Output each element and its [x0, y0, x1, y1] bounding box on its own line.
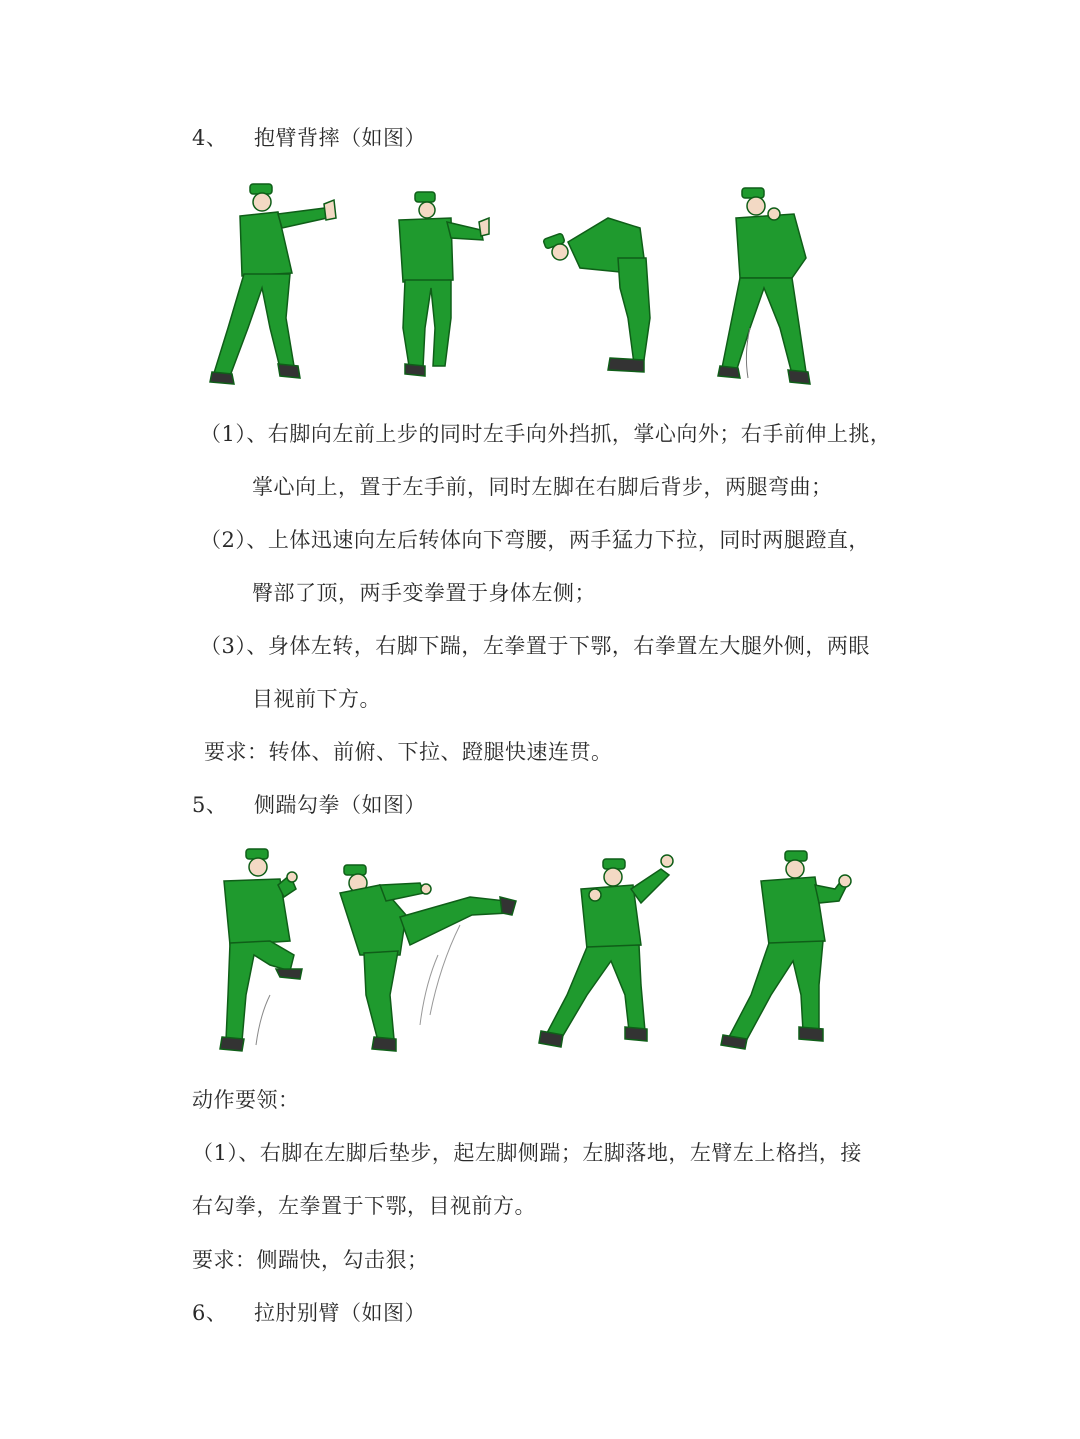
section-4-figures — [200, 178, 820, 393]
soldier-turn-back-icon — [399, 192, 489, 376]
section-5-requirement: 要求：侧踹快，勾击狠； — [192, 1248, 429, 1272]
section-5-heading — [192, 790, 426, 820]
section-4-heading — [192, 123, 426, 153]
section-4-step-3-line-2: 目视前下方。 — [252, 687, 381, 711]
section-5-step-1-line-1: （1）、右脚在左脚后垫步，起左脚侧踹；左脚落地，左臂左上格挡，接 — [192, 1141, 862, 1165]
soldier-guard-stance-icon — [210, 184, 336, 384]
section-4-step-3-line-1: （3）、身体左转，右脚下踹，左拳置于下鄂，右拳置左大腿外侧，两眼 — [200, 634, 870, 658]
section-5-illustration — [210, 845, 860, 1055]
section-5-step-1-line-2: 右勾拳，左拳置于下鄂，目视前方。 — [192, 1194, 536, 1218]
section-5-essentials-label: 动作要领： — [192, 1088, 300, 1112]
soldier-block-icon — [539, 855, 673, 1047]
section-4-step-2-line-2: 臀部了顶，两手变拳置于身体左侧； — [252, 581, 596, 605]
soldier-stomp-finish-icon — [718, 188, 810, 384]
section-6-heading — [192, 1298, 426, 1328]
section-6-number: 6、 — [192, 1301, 228, 1325]
section-5-number: 5、 — [192, 793, 228, 817]
soldier-side-kick-icon — [340, 865, 516, 1051]
section-4-title: 抱臂背摔（如图） — [254, 126, 426, 150]
soldier-bend-throw-icon — [543, 218, 650, 372]
soldier-hook-punch-icon — [721, 851, 851, 1049]
section-4-requirement: 要求：转体、前俯、下拉、蹬腿快速连贯。 — [204, 740, 613, 764]
section-4-illustration — [200, 178, 820, 393]
section-4-step-2-line-1: （2）、上体迅速向左后转体向下弯腰，两手猛力下拉，同时两腿蹬直， — [200, 528, 870, 552]
section-5-figures — [210, 845, 860, 1055]
section-4-number: 4、 — [192, 126, 228, 150]
soldier-knee-raise-icon — [220, 849, 302, 1051]
section-4-step-1-line-1: （1）、右脚向左前上步的同时左手向外挡抓，掌心向外；右手前伸上挑， — [200, 422, 892, 446]
section-5-title: 侧踹勾拳（如图） — [254, 793, 426, 817]
section-4-step-1-line-2: 掌心向上，置于左手前，同时左脚在右脚后背步，两腿弯曲； — [252, 475, 833, 499]
section-6-title: 拉肘别臂（如图） — [254, 1301, 426, 1325]
